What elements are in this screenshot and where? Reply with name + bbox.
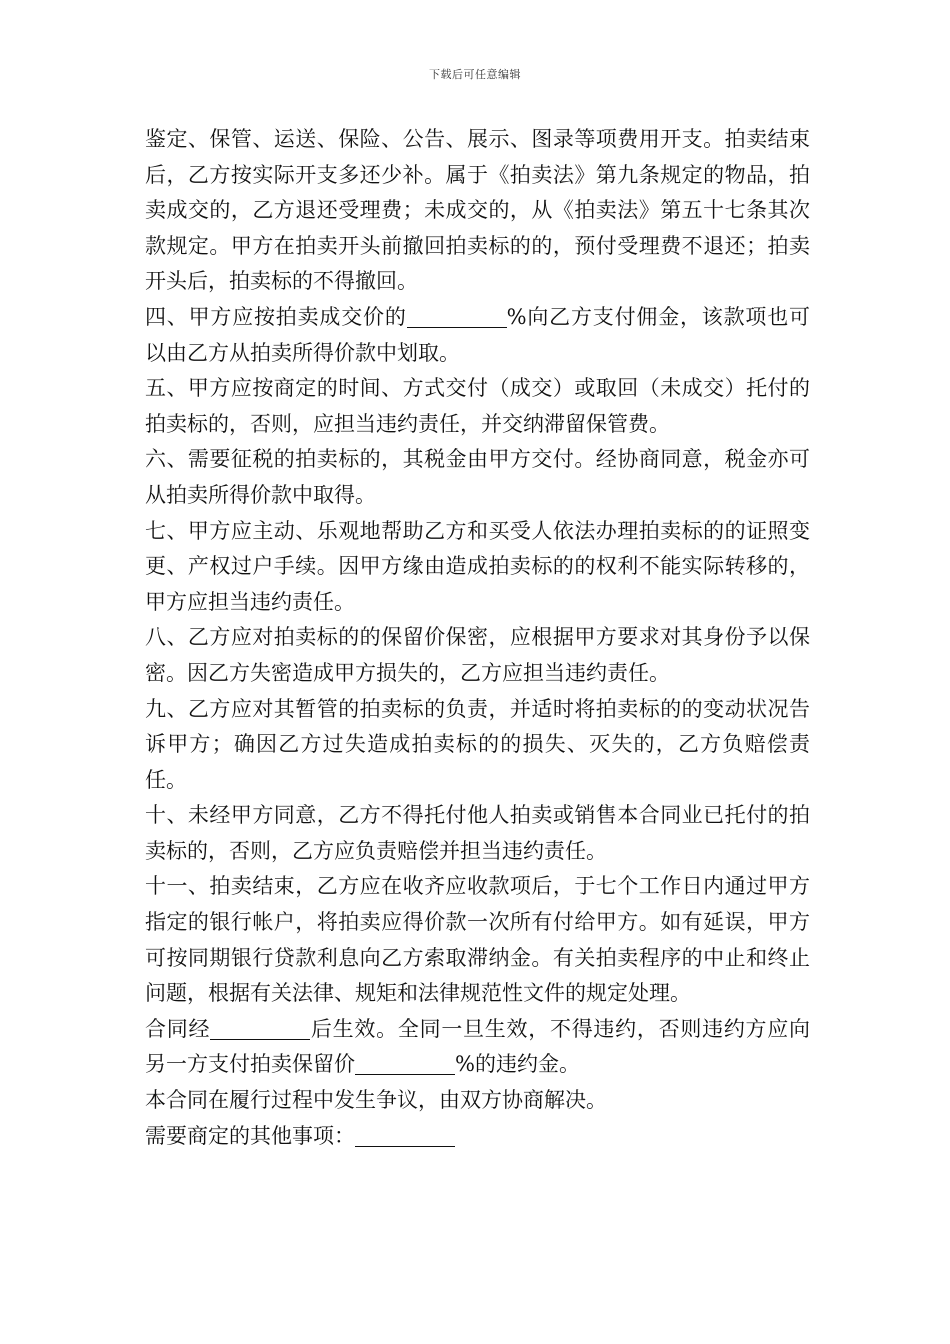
- paragraph-other-matters: [145, 1119, 810, 1155]
- effective-condition-blank[interactable]: [210, 1017, 310, 1040]
- paragraph-delivery: 五、甲方应按商定的时间、方式交付（成交）或取回（未成交）托付的拍卖标的，否则，应担当违约责任，并交纳滞留保管费。: [145, 376, 810, 436]
- paragraph-effective: [145, 1012, 810, 1083]
- page-header: 下载后可任意编辑: [429, 68, 521, 81]
- commission-text-before: 四、甲方应按拍卖成交价的: [145, 304, 407, 329]
- paragraph-dispute: 本合同在履行过程中发生争议，由双方协商解决。: [145, 1088, 607, 1113]
- paragraph-no-delegation: 十、未经甲方同意，乙方不得托付他人拍卖或销售本合同业已托付的拍卖标的，否则，乙方应负责赔偿并担当违约责任。: [145, 803, 810, 863]
- paragraph-transfer: 七、甲方应主动、乐观地帮助乙方和买受人依法办理拍卖标的的证照变更、产权过户手续。因甲方缘由造成拍卖标的的权利不能实际转移的，甲方应担当违约责任。: [145, 518, 810, 614]
- commission-rate-blank[interactable]: [407, 305, 507, 328]
- effective-text-after: %的违约金。: [455, 1052, 580, 1077]
- paragraph-custody: 九、乙方应对其暂管的拍卖标的负责，并适时将拍卖标的的变动状况告诉甲方；确因乙方过失造成拍卖标的的损失、灭失的，乙方负赔偿责任。: [145, 696, 810, 792]
- paragraph-fees: 鉴定、保管、运送、保险、公告、展示、图录等项费用开支。拍卖结束后，乙方按实际开支多还少补。属于《拍卖法》第九条规定的物品，拍卖成交的，乙方退还受理费；未成交的，从《拍卖法》第五十七条其次款规定。甲方在拍卖开头前撤回拍卖标的的，预付受理费不退还；拍卖开头后，拍卖标的不得撤回。: [145, 127, 810, 294]
- other-matters-blank[interactable]: [355, 1124, 455, 1147]
- penalty-rate-blank[interactable]: [355, 1052, 455, 1075]
- paragraph-payment: 十一、拍卖结束，乙方应在收齐应收款项后，于七个工作日内通过甲方指定的银行帐户，将拍卖应得价款一次所有付给甲方。如有延误，甲方可按同期银行贷款利息向乙方索取滞纳金。有关拍卖程序的中止和终止问题，根据有关法律、规矩和法律规范性文件的规定处理。: [145, 874, 810, 1006]
- paragraph-commission: [145, 300, 810, 371]
- effective-text-before: 合同经: [145, 1016, 211, 1041]
- paragraph-tax: 六、需要征税的拍卖标的，其税金由甲方交付。经协商同意，税金亦可从拍卖所得价款中取得。: [145, 447, 810, 507]
- effective-text-middle: 后生效。全同一旦生效，不得违约，否则违约方应向另一方支付拍卖保留价: [145, 1016, 811, 1077]
- other-matters-label: 需要商定的其他事项：: [145, 1123, 355, 1148]
- paragraph-confidentiality: 八、乙方应对拍卖标的的保留价保密，应根据甲方要求对其身份予以保密。因乙方失密造成甲方损失的，乙方应担当违约责任。: [145, 625, 810, 685]
- document-body: [145, 122, 810, 1154]
- commission-text-after: %向乙方支付佣金，该款项也可以由乙方从拍卖所得价款中划取。: [145, 304, 811, 365]
